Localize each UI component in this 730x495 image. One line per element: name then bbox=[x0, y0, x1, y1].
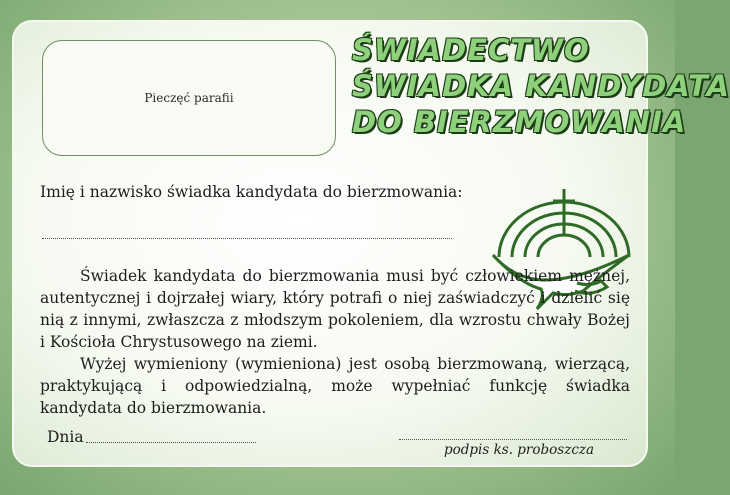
signature-label: podpis ks. proboszcza bbox=[444, 442, 595, 458]
title-line-2: ŚWIADKA KANDYDATA bbox=[352, 69, 730, 103]
title-line-3: DO BIERZMOWANIA bbox=[352, 105, 687, 139]
paragraph-witness-requirements: Świadek kandydata do bierzmowania musi być człowiekiem mężnej, autentycznej i dojrzałej wiary, który potrafi o niej zaświadczyć i dzielić się nią z innymi, zwłaszcza z młodszym pokoleniem, dla wzrostu chwały Bożej i Kościoła Chrystusowego na ziemi. bbox=[40, 267, 630, 351]
witness-name-label: Imię i nazwisko świadka kandydata do bierzmowania: bbox=[40, 183, 463, 201]
certificate-card bbox=[12, 20, 730, 467]
certificate-title bbox=[352, 32, 730, 140]
paragraph-witness-confirmation: Wyżej wymieniony (wymieniona) jest osobą bierzmowaną, wierzącą, praktykującą i odpowiedzialną, może wypełniać funkcję świadka kandydata do bierzmowania. bbox=[40, 355, 630, 417]
signature-field[interactable] bbox=[399, 439, 627, 440]
title-line-1: ŚWIADECTWO bbox=[352, 33, 590, 67]
stamp-label: Pieczęć parafii bbox=[144, 91, 234, 105]
date-field[interactable] bbox=[86, 442, 256, 443]
date-label: Dnia bbox=[47, 428, 84, 446]
parish-stamp-box bbox=[42, 40, 336, 156]
witness-name-field[interactable] bbox=[42, 238, 452, 239]
